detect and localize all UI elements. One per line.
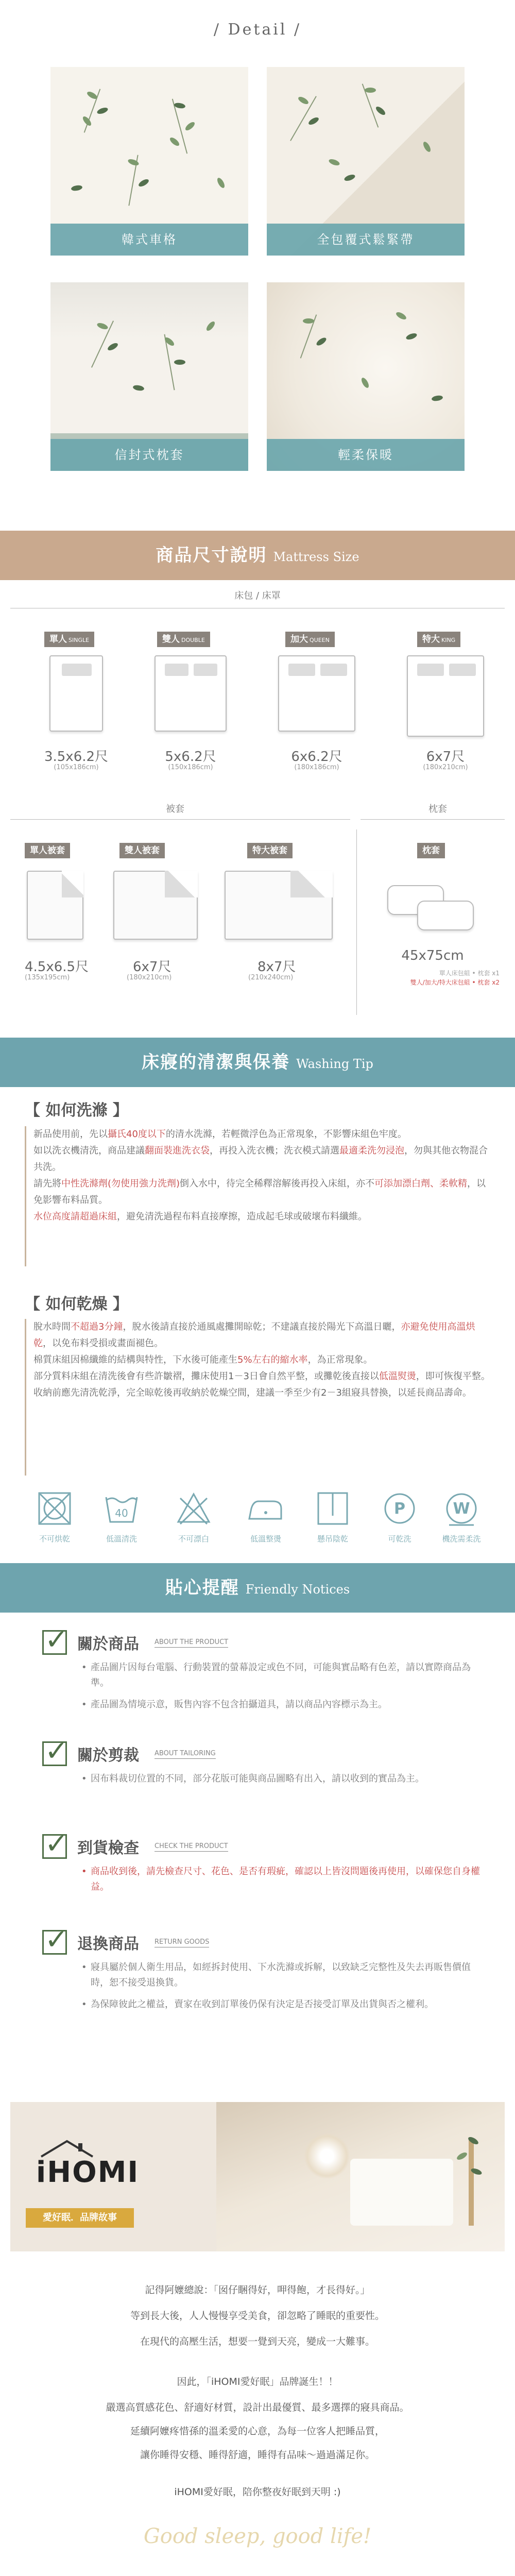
brand-line: 記得阿嬤總說：「囡仔睏得好，呷得飽，才長得好。」	[145, 2284, 370, 2296]
notice-subtitle: RETURN GOODS	[154, 1938, 209, 1947]
brand-line: iHOMI愛好眠，陪你整夜好眠到天明 :)	[174, 2486, 341, 2498]
quilt-icon-single	[27, 871, 83, 940]
care-label: 不可漂白	[178, 1534, 209, 1544]
bed-size-single: 3.5x6.2尺	[44, 749, 109, 765]
how-to-wash-heading: 【 如何洗滌 】	[25, 1101, 128, 1120]
photo-caption: 韓式車格	[50, 224, 248, 256]
care-label: 不可烘乾	[39, 1534, 70, 1544]
ihomi-logo: iHOMI	[36, 2138, 139, 2189]
detail-photo-envelope-pillowcase	[50, 282, 248, 471]
dry-instructions	[25, 1319, 493, 1476]
bed-size-double: 5x6.2尺	[165, 749, 216, 765]
brand-line: 在現代的高壓生活，想要一覺到天亮，變成一大難事。	[140, 2336, 375, 2347]
quilt-size-king: 8x7尺	[258, 959, 296, 975]
dry-line: 脫水時間不超過3分鐘，脫水後請直接於通風處攤開晾乾；不建議直接於陽光下高溫日曬，亦避免使用高溫烘乾，以免布料受損或畫面褪色。	[33, 1321, 475, 1349]
checkbox-icon: ✓	[42, 1630, 67, 1655]
bed-cm-single: (105x186cm)	[54, 764, 99, 771]
wet-clean-w-icon	[443, 1490, 480, 1527]
bed-cm-queen: (180x186cm)	[294, 764, 339, 771]
bed-size-queen: 6x6.2尺	[291, 749, 342, 765]
pillow-size: 45x75cm	[401, 948, 464, 963]
quilt-tag-double: 雙人被套	[119, 843, 165, 858]
svg-text:40: 40	[115, 1507, 128, 1519]
photo-caption: 全包覆式鬆緊帶	[267, 224, 465, 256]
wash-instructions	[25, 1126, 493, 1266]
brand-story-label: 愛好眠．品牌故事	[26, 2208, 134, 2228]
bed-icon-double	[154, 655, 227, 732]
pillow-icon	[417, 901, 474, 930]
checkbox-icon: ✓	[42, 1930, 67, 1955]
dry-clean-p-icon	[381, 1490, 418, 1527]
quilt-size-double: 6x7尺	[133, 959, 171, 975]
checkbox-icon: ✓	[42, 1834, 67, 1859]
pillow-note: 單人床包組 • 枕套 x1 雙人/加大/特大床包組 • 枕套 x2	[410, 970, 500, 986]
wash-40-icon	[103, 1490, 140, 1527]
detail-title: / Detail /	[213, 21, 302, 39]
bed-tag-king: 特大 KING	[417, 632, 460, 647]
notice-body: • 寢具屬於個人衛生用品，如經拆封使用、下水洗滌或拆解，以致缺乏完整性及失去再販售價值時，恕不接受退換貨。 • 為保障彼此之權益，賣家在收到訂單後仍保有決定是否接受訂單及出貨與否之權利。	[81, 1960, 483, 2012]
no-bleach-icon	[175, 1490, 212, 1527]
quilt-icon-king	[225, 871, 333, 940]
size-banner-subtitle: Mattress Size	[273, 550, 359, 564]
washing-banner	[0, 1038, 515, 1087]
notice-title: 到貨檢查	[77, 1839, 139, 1857]
pillow-section-label: 枕套	[428, 804, 447, 815]
notices-banner-title: 貼心提醒	[165, 1578, 239, 1598]
dry-line: 棉質床組因棉纖維的結構與特性，下水後可能產生5%左右的縮水率，為正常現象。	[33, 1354, 373, 1365]
care-label: 懸吊陰乾	[317, 1534, 348, 1544]
care-label: 機洗需柔洗	[442, 1534, 481, 1544]
pillow-tag: 枕套	[417, 843, 445, 858]
washing-banner-subtitle: Washing Tip	[296, 1057, 373, 1071]
divider	[360, 819, 505, 820]
wash-line: 如以洗衣機清洗，商品建議翻面裝進洗衣袋，再投入洗衣機；洗衣模式請選最適柔洗勿浸泡，勿與其他衣物混合共洗。	[33, 1145, 488, 1173]
quilt-cm-king: (210x240cm)	[248, 974, 294, 981]
quilt-size-single: 4.5x6.5尺	[25, 959, 89, 975]
notices-banner	[0, 1563, 515, 1613]
wash-line: 新品使用前，先以攝氏40度以下的清水洗滌，若輕微浮色為正常現象，不影響床組色牢度。	[33, 1129, 407, 1140]
notice-body: • 產品圖片因每台電腦、行動裝置的螢幕設定或色不同，可能與實品略有色差，請以實際商品為準。 • 產品圖為情境示意，販售內容不包含拍攝道具，請以商品內容標示為主。	[81, 1660, 483, 1713]
size-banner-title: 商品尺寸說明	[156, 545, 267, 566]
photo-caption: 信封式枕套	[50, 439, 248, 471]
notice-subtitle: ABOUT THE PRODUCT	[154, 1638, 228, 1648]
quilt-cm-single: (135x195cm)	[25, 974, 70, 981]
divider	[10, 819, 350, 820]
how-to-dry-heading: 【 如何乾燥 】	[25, 1295, 128, 1313]
low-iron-icon	[247, 1490, 284, 1527]
detail-photo-elastic	[267, 67, 465, 256]
quilt-section-label: 被套	[166, 804, 184, 815]
notice-subtitle: CHECK THE PRODUCT	[154, 1842, 228, 1852]
notice-title: 退換商品	[77, 1935, 139, 1953]
bed-cm-double: (150x186cm)	[168, 764, 213, 771]
dry-line: 收納前應先清洗乾淨，完全晾乾後再收納於乾燥空間，建議一季至少有2－3組寢具替換，以延長商品壽命。	[33, 1387, 472, 1398]
no-dryer-icon	[36, 1490, 73, 1527]
brand-script-tagline: Good sleep, good life!	[143, 2524, 372, 2548]
bed-tag-single: 單人 SINGLE	[44, 632, 94, 647]
bed-tag-double: 雙人 DOUBLE	[157, 632, 210, 647]
notice-body: • 商品收到後，請先檢查尺寸、花色、是否有瑕疵，確認以上皆沒問題後再使用，以確保您自身權益。	[81, 1864, 483, 1895]
wash-line: 請先將中性洗滌劑(勿使用強力洗劑)倒入水中，待完全稀釋溶解後再投入床組，亦不可添加漂白劑、柔軟精，以免影響布料品質。	[33, 1178, 486, 1206]
notice-title: 關於商品	[77, 1635, 139, 1653]
svg-text:W: W	[453, 1500, 470, 1518]
bed-cm-king: (180x210cm)	[423, 764, 468, 771]
washing-banner-title: 床寢的清潔與保養	[142, 1052, 290, 1073]
hang-dry-icon	[314, 1490, 351, 1527]
notices-banner-subtitle: Friendly Notices	[245, 1582, 350, 1597]
bed-section-label: 床包 / 床罩	[234, 590, 281, 601]
bed-tag-queen: 加大 QUEEN	[285, 632, 335, 647]
care-label: 可乾洗	[388, 1534, 411, 1544]
divider-vertical	[356, 829, 357, 1015]
bed-icon-king	[407, 655, 484, 737]
brand-line: 因此，「iHOMI愛好眠」品牌誕生！！	[177, 2376, 338, 2387]
bed-size-king: 6x7尺	[426, 749, 465, 765]
quilt-tag-king: 特大被套	[247, 843, 293, 858]
brand-line: 等到長大後，人人慢慢享受美食，卻忽略了睡眠的重要性。	[130, 2310, 385, 2321]
brand-line: 嚴選高質感花色、舒適好材質，設計出最優質、最多選擇的寢具商品。	[106, 2402, 409, 2413]
notice-subtitle: ABOUT TAILORING	[154, 1750, 216, 1759]
quilt-tag-single: 單人被套	[25, 843, 70, 858]
checkbox-icon: ✓	[42, 1741, 67, 1766]
brand-story-image	[10, 2102, 505, 2251]
care-label: 低溫整燙	[250, 1534, 281, 1544]
svg-text:P: P	[394, 1500, 405, 1518]
notice-title: 關於剪裁	[77, 1747, 139, 1765]
notice-body: • 因布料裁切位置的不同，部分花版可能與商品圖略有出入，請以收到的實品為主。	[81, 1771, 483, 1787]
brand-line: 延續阿嬤疼惜孫的溫柔愛的心意，為每一位客人把睡品質，	[130, 2426, 385, 2437]
dry-line: 部分質料床組在清洗後會有些許皺褶，攤床使用1－3日會自然平整，或攤乾後直接以低溫熨燙，即可恢復平整。	[33, 1371, 490, 1382]
detail-photo-soft-warm	[267, 282, 465, 471]
size-banner	[0, 531, 515, 580]
brand-line: 讓你睡得安穩、睡得舒適，睡得有品味～過過滿足你。	[140, 2449, 375, 2461]
photo-caption: 輕柔保暖	[267, 439, 465, 471]
bed-icon-single	[49, 655, 103, 732]
wash-line: 水位高度請超過床組，避免清洗過程布料直接摩擦，造成起毛球或破壞布料纖維。	[33, 1211, 367, 1222]
care-label: 低溫清洗	[106, 1534, 137, 1544]
quilt-icon-double	[113, 871, 198, 940]
detail-photo-checkered	[50, 67, 248, 256]
bed-icon-queen	[278, 655, 355, 732]
quilt-cm-double: (180x210cm)	[127, 974, 172, 981]
